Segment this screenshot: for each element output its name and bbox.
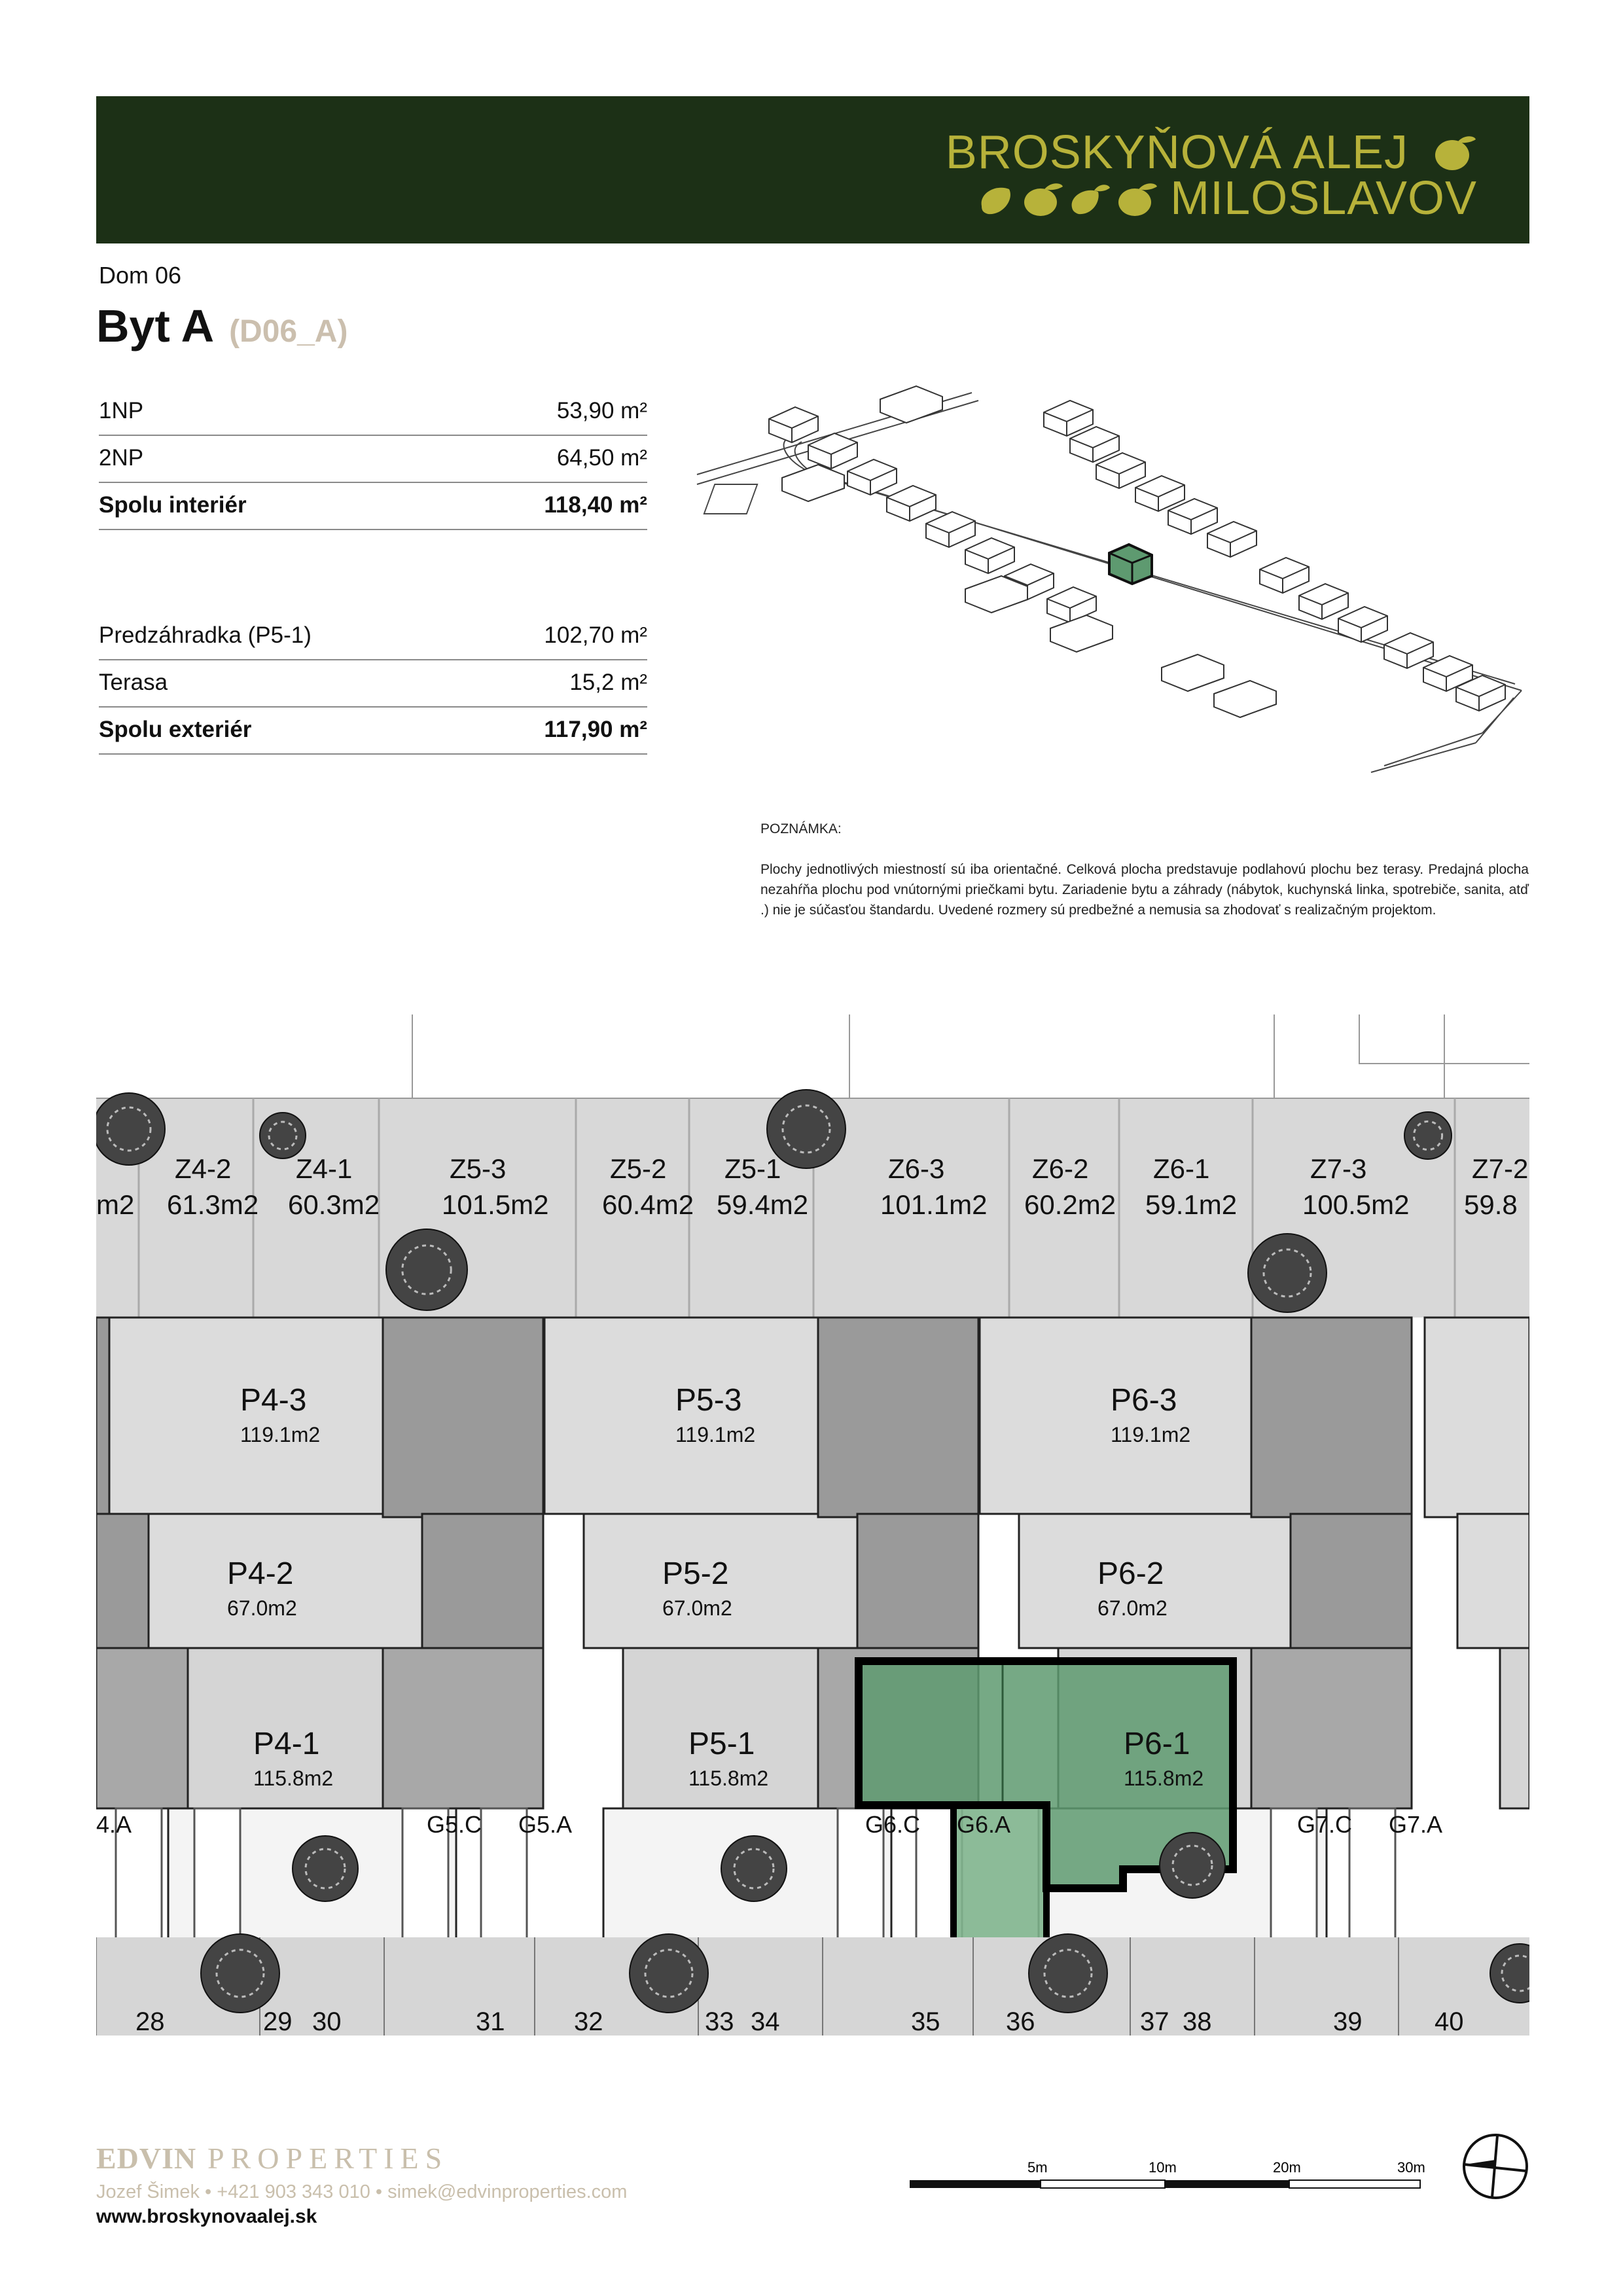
building-block xyxy=(1251,1648,1412,1808)
tree-icon xyxy=(201,1934,279,2013)
parking-number: 31 xyxy=(476,2007,505,2036)
contact-line: Jozef Šimek • +421 903 343 010 • simek@edvinproperties.com xyxy=(96,2181,628,2202)
building-block xyxy=(1457,1514,1529,1648)
area-value: 102,70 m² xyxy=(544,622,647,648)
unit-area: 115.8m2 xyxy=(253,1767,334,1790)
parking-number: 28 xyxy=(135,2007,165,2036)
garden-area: 59.4m2 xyxy=(717,1189,809,1220)
unit-label: P6-3 xyxy=(1111,1383,1177,1418)
garage-label: G7.C xyxy=(1297,1811,1353,1838)
garden-area: 60.2m2 xyxy=(1024,1189,1116,1220)
parking-band xyxy=(96,1937,1529,2036)
tree-icon xyxy=(293,1836,358,1901)
garage-label: G6.C xyxy=(865,1811,921,1838)
garden-area: 59.1m2 xyxy=(1145,1189,1238,1220)
area-row-interior-total xyxy=(99,483,647,530)
axo-house xyxy=(1384,633,1433,668)
garden-label: Z6-1 xyxy=(1153,1153,1210,1184)
axo-house xyxy=(926,512,975,547)
area-value: 15,2 m² xyxy=(569,670,647,695)
tree-icon xyxy=(1248,1234,1327,1312)
area-value: 117,90 m² xyxy=(544,717,647,742)
peach-icon xyxy=(1068,180,1111,218)
site-plan xyxy=(96,1014,1529,2058)
parking-number: 33 xyxy=(705,2007,734,2036)
area-label: Spolu interiér xyxy=(99,492,247,518)
axo-outbuilding xyxy=(782,465,844,501)
building-block xyxy=(1425,1318,1529,1517)
garden-label: Z5-1 xyxy=(724,1153,781,1184)
unit-area: 67.0m2 xyxy=(1097,1596,1168,1620)
house-label: Dom 06 xyxy=(99,262,182,289)
building-block xyxy=(422,1514,543,1648)
garden-area: 101.5m2 xyxy=(442,1189,549,1220)
garden-area: m2 xyxy=(96,1189,135,1220)
building-block xyxy=(1291,1514,1412,1648)
axo-house xyxy=(887,486,936,521)
tree-icon xyxy=(96,1093,165,1165)
area-value: 118,40 m² xyxy=(544,492,647,518)
parking-number: 32 xyxy=(574,2007,603,2036)
unit-area: 119.1m2 xyxy=(675,1423,756,1446)
peach-icon xyxy=(1021,180,1064,218)
garden-area: 59.8 xyxy=(1464,1189,1518,1220)
area-row-exterior-total xyxy=(99,708,647,755)
area-label: 1NP xyxy=(99,398,144,423)
note-title: POZNÁMKA: xyxy=(760,821,842,836)
unit-label: P5-2 xyxy=(662,1556,729,1591)
building-block xyxy=(1019,1514,1327,1648)
parking-number: 37 xyxy=(1140,2007,1169,2036)
axo-house xyxy=(1299,584,1348,619)
unit-code: (D06_A) xyxy=(229,314,348,349)
company-name-bold: EDVIN xyxy=(96,2142,197,2175)
scale-bar xyxy=(910,2157,1433,2196)
area-label: 2NP xyxy=(99,445,144,471)
building-block xyxy=(383,1318,543,1517)
tree-icon xyxy=(630,1934,708,2013)
area-value: 53,90 m² xyxy=(556,398,647,423)
tree-icon xyxy=(1404,1112,1452,1159)
building-block xyxy=(96,1514,149,1648)
unit-area: 115.8m2 xyxy=(688,1767,769,1790)
parking-number: 36 xyxy=(1006,2007,1035,2036)
website-link[interactable]: www.broskynovaalej.sk xyxy=(96,2206,317,2227)
garage-label: G5.C xyxy=(427,1811,482,1838)
garden-label: Z6-2 xyxy=(1032,1153,1089,1184)
axo-house xyxy=(1207,522,1257,557)
garden-area: 61.3m2 xyxy=(167,1189,259,1220)
axo-house xyxy=(965,538,1014,573)
scale-label: 5m xyxy=(1027,2159,1048,2176)
axo-house xyxy=(1260,558,1309,593)
axo-outbuilding xyxy=(1050,615,1113,652)
area-row-1np xyxy=(99,389,647,436)
unit-label: P6-1 xyxy=(1124,1727,1190,1761)
site-axonometric xyxy=(690,353,1541,785)
garden-label: Z5-3 xyxy=(450,1153,507,1184)
garden-label: Z7-2 xyxy=(1472,1153,1529,1184)
peach-icon xyxy=(976,180,1016,218)
garden-area: 60.3m2 xyxy=(288,1189,380,1220)
garden-label: Z6-3 xyxy=(888,1153,945,1184)
brand-line-1: BROSKYŇOVÁ ALEJ xyxy=(946,126,1477,179)
tree-icon xyxy=(386,1229,467,1310)
header-banner xyxy=(96,96,1529,243)
unit-label: P4-1 xyxy=(253,1727,320,1761)
garden-label: Z4-2 xyxy=(175,1153,232,1184)
building-block xyxy=(857,1514,978,1648)
parking-number: 30 xyxy=(312,2007,342,2036)
tree-icon xyxy=(260,1113,306,1158)
axo-house xyxy=(769,407,818,442)
axo-house xyxy=(847,459,897,495)
garage-label: 4.A xyxy=(96,1811,132,1838)
building-block xyxy=(818,1318,978,1517)
building-block xyxy=(149,1514,456,1648)
unit-label: P4-3 xyxy=(240,1383,307,1418)
parking-number: 38 xyxy=(1183,2007,1212,2036)
tree-icon xyxy=(721,1836,787,1901)
area-value: 64,50 m² xyxy=(556,445,647,471)
axo-house xyxy=(1096,453,1145,488)
axo-outbuilding xyxy=(1214,681,1276,717)
tree-icon xyxy=(1029,1934,1107,2013)
scale-label: 10m xyxy=(1149,2159,1177,2176)
parking-number: 29 xyxy=(263,2007,293,2036)
garden-area: 100.5m2 xyxy=(1302,1189,1410,1220)
garden-label: Z7-3 xyxy=(1310,1153,1367,1184)
garden-label: Z4-1 xyxy=(296,1153,353,1184)
scale-label: 30m xyxy=(1397,2159,1425,2176)
axo-outbuilding xyxy=(1162,655,1224,691)
building-block xyxy=(1251,1318,1412,1517)
unit-label: P5-3 xyxy=(675,1383,742,1418)
unit-label: P6-2 xyxy=(1097,1556,1164,1591)
area-row-terrace xyxy=(99,660,647,708)
peach-icon xyxy=(1115,180,1158,218)
axo-house xyxy=(1070,427,1119,462)
parking-number: 39 xyxy=(1333,2007,1363,2036)
garden-area: 60.4m2 xyxy=(602,1189,694,1220)
unit-name: Byt A xyxy=(96,300,213,351)
garden-area: 101.1m2 xyxy=(880,1189,988,1220)
tree-icon xyxy=(1160,1833,1225,1898)
parking-number: 34 xyxy=(751,2007,780,2036)
parking-number: 35 xyxy=(911,2007,940,2036)
unit-area: 119.1m2 xyxy=(1111,1423,1191,1446)
building-block xyxy=(1500,1648,1529,1808)
building-block xyxy=(383,1648,543,1808)
parking-number: 40 xyxy=(1435,2007,1464,2036)
area-label: Predzáhradka (P5-1) xyxy=(99,622,312,648)
garage-label: G7.A xyxy=(1389,1811,1443,1838)
highlighted-house xyxy=(1109,545,1152,584)
axo-house xyxy=(1044,401,1093,436)
scale-label: 20m xyxy=(1273,2159,1301,2176)
area-row-front-garden xyxy=(99,613,647,660)
garage-label: G6.A xyxy=(957,1811,1011,1838)
unit-area: 67.0m2 xyxy=(227,1596,297,1620)
area-row-2np xyxy=(99,436,647,483)
garden-label: Z5-2 xyxy=(610,1153,667,1184)
company-name-light: PROPERTIES xyxy=(207,2142,449,2175)
unit-label: P5-1 xyxy=(688,1727,755,1761)
garage-label: G5.A xyxy=(518,1811,573,1838)
building-block xyxy=(584,1514,891,1648)
building-block xyxy=(96,1648,188,1808)
unit-area: 67.0m2 xyxy=(662,1596,732,1620)
north-arrow-icon xyxy=(1459,2130,1531,2202)
unit-label: P4-2 xyxy=(227,1556,294,1591)
area-label: Terasa xyxy=(99,670,168,695)
unit-area: 115.8m2 xyxy=(1124,1767,1204,1790)
note-text: Plochy jednotlivých miestností sú iba orientačné. Celková plocha predstavuje podlahovú plochu bez terasy. Predajná plocha nezahŕňa plochu pod vnútornými priečkami bytu. Zariadenie bytu a záhrady (nábytok, kuchynská linka, spotrebiče, sanita, atď .) nie je súčasťou štandardu. Uvedené rozmery sú predbežné a nemusia sa zhodovať s realizačným projektom. xyxy=(760,862,1529,918)
peach-icon xyxy=(1431,134,1477,172)
company-logo xyxy=(96,2140,448,2176)
area-label: Spolu exteriér xyxy=(99,717,252,742)
brand-line-2: MILOSLAVOV xyxy=(976,171,1477,225)
unit-title xyxy=(96,300,348,352)
unit-area: 119.1m2 xyxy=(240,1423,321,1446)
